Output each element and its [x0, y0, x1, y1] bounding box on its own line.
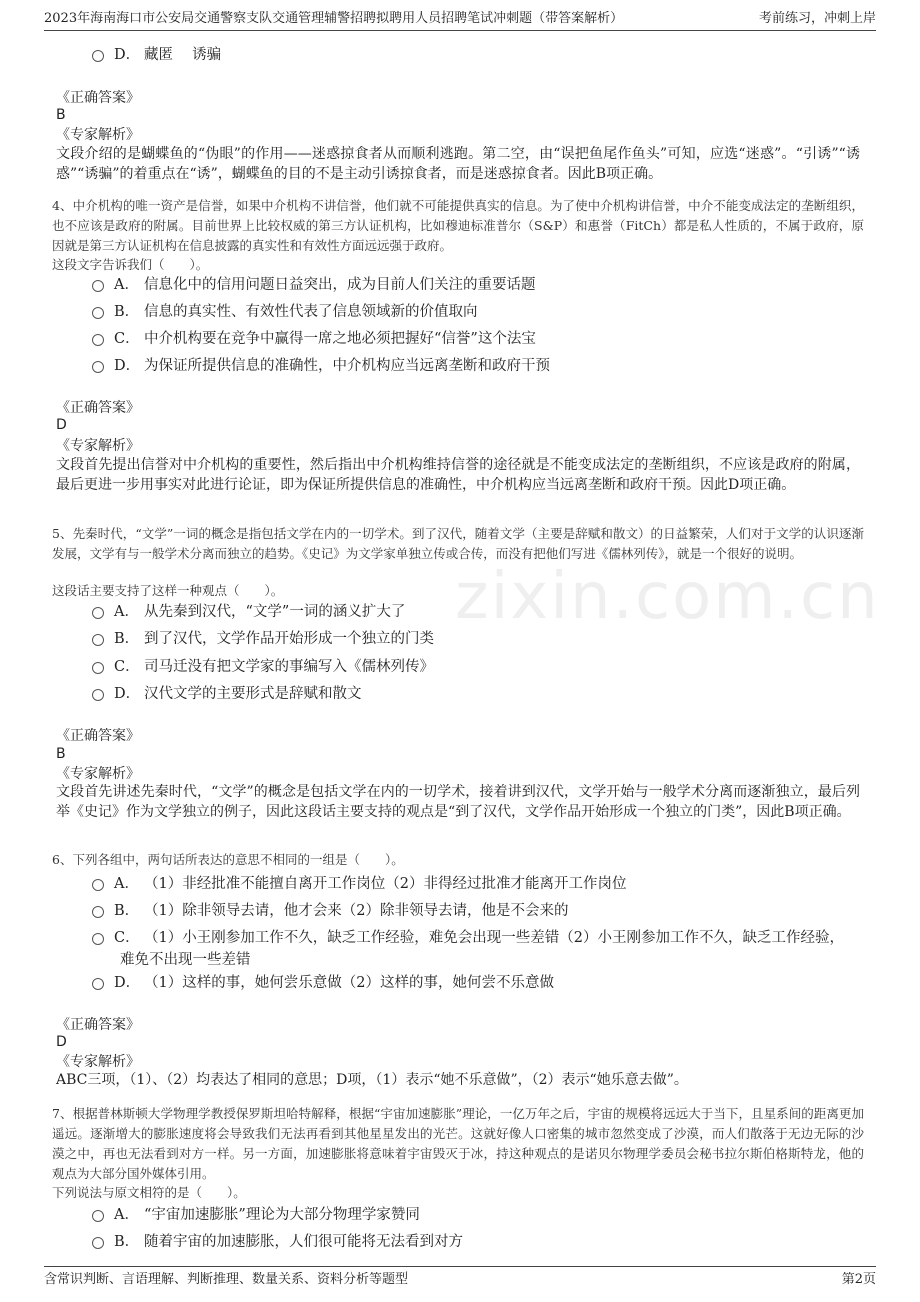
option-key: A． [114, 876, 139, 892]
watermark: zixin.com.cn [455, 560, 880, 634]
option-text: 信息化中的信用问题日益突出，成为目前人们关注的重要话题 [144, 277, 536, 293]
q7-ask: 下列说法与原文相符的是（ ）。 [52, 1185, 246, 1200]
radio-button[interactable] [92, 689, 104, 701]
option-key: B． [114, 304, 140, 320]
q6-analysis: ABC三项，（1）、（2）均表达了相同的意思；D项，（1）表示“她不乐意做”，（2）表示“她乐意去做”。 [56, 1072, 688, 1088]
q7-stem: 7、根据普林斯顿大学物理学教授保罗斯坦哈特解释，根据“宇宙加速膨胀”理论，一亿万年之后，宇宙的规模将远远大于当下，且星系间的距离更加遥远。逐渐增大的膨胀速度将会导致我们无法再看到其他星星发出的光芒。这就好像人口密集的城市忽然变成了沙漠，而人们散落于无边无际的沙漠之中，再也无法看到对方一样。另一方面，加速膨胀将意味着宇宙毁灭于冰，持这种观点的是诺贝尔物理学委员会秘书拉尔斯伯格斯特龙，他的观点为大部分国外媒体引用。 [52, 1106, 864, 1181]
page-number: 第2页 [841, 1272, 876, 1287]
option-key: A． [114, 277, 139, 293]
option-text: 为保证所提供信息的准确性，中介机构应当远离垄断和政府干预 [144, 358, 550, 374]
radio-button[interactable] [92, 280, 104, 292]
document-title: 2023年海南海口市公安局交通警察支队交通管理辅警招聘拟聘用人员招聘笔试冲刺题（带答案解析） [44, 11, 624, 26]
option-text: （1）除非领导去请，他才会来（2）除非领导去请，他是不会来的 [144, 903, 569, 919]
option-key: B． [114, 903, 140, 919]
header-slogan: 考前练习，冲刺上岸 [758, 11, 876, 26]
expert-analysis-label: 《专家解析》 [56, 1054, 140, 1070]
option-text: 司马迁没有把文学家的事编写入《儒林列传》 [144, 659, 434, 675]
q5-ask: 这段话主要支持了这样一种观点（ ）。 [52, 583, 284, 598]
expert-analysis-label: 《专家解析》 [56, 127, 140, 143]
option-text: 信息的真实性、有效性代表了信息领域新的价值取向 [144, 304, 478, 320]
option-text: 从先秦到汉代，“文学”一词的涵义扩大了 [144, 604, 406, 620]
radio-button[interactable] [92, 662, 104, 674]
q3-answer: B [56, 107, 66, 123]
correct-answer-label: 《正确答案》 [56, 400, 140, 416]
correct-answer-label: 《正确答案》 [56, 90, 140, 106]
option-text: 藏匿 诱骗 [144, 47, 222, 63]
q3-analysis: 文段介绍的是蝴蝶鱼的“伪眼”的作用——迷惑掠食者从而顺利逃跑。第二空，由“误把鱼尾作鱼头”可知，应选“迷惑”。“引诱”“诱惑”“诱骗”的着重点在“诱”，蝴蝶鱼的目的不是主动引诱掠食者，而是迷惑掠食者。因此B项正确。 [56, 146, 860, 182]
q5-analysis: 文段首先讲述先秦时代，“文学”的概念是包括文学在内的一切学术，接着讲到汉代，文学开始与一般学术分离而逐渐独立，最后列举《史记》作为文学独立的例子，因此这段话主要支持的观点是“到了汉代，文学作品开始形成一个独立的门类”，因此B项正确。 [56, 784, 860, 820]
option-text: 随着宇宙的加速膨胀，人们很可能将无法看到对方 [144, 1234, 463, 1250]
option-key: B． [114, 1234, 140, 1250]
q4-ask: 这段文字告诉我们（ ）。 [52, 257, 209, 272]
option-text: （1）这样的事，她何尝乐意做（2）这样的事，她何尝不乐意做 [144, 975, 554, 991]
expert-analysis-label: 《专家解析》 [56, 438, 140, 454]
q5-stem: 5、先秦时代，“文学”一词的概念是指包括文学在内的一切学术。到了汉代，随着文学（主要是辞赋和散文）的日益繁荣，人们对于文学的认识逐渐发展，文学有与一般学术分离而独立的趋势。《史记》为文学家单独立传或合传，而没有把他们写进《儒林列传》，就是一个很好的说明。 [52, 526, 864, 561]
radio-button[interactable] [92, 607, 104, 619]
option-key: A． [114, 604, 139, 620]
option-key: A． [114, 1207, 139, 1223]
page-footer [44, 1266, 876, 1293]
option-key: C． [114, 331, 140, 347]
expert-analysis-label: 《专家解析》 [56, 766, 140, 782]
option-key: D． [114, 975, 141, 991]
option-key: D． [114, 686, 141, 702]
radio-button[interactable] [92, 1237, 104, 1249]
q4-stem: 4、中介机构的唯一资产是信誉，如果中介机构不讲信誉，他们就不可能提供真实的信息。为了使中介机构讲信誉，中介不能变成法定的垄断组织，也不应该是政府的附属。目前世界上比较权威的第三方认证机构，比如穆迪标准普尔（S&P）和惠誉（FitCh）都是私人性质的，不属于政府，原因就是第三方认证机构在信息披露的真实性和有效性方面远远强于政府。 [52, 198, 864, 253]
option-text: （1）非经批准不能擅自离开工作岗位（2）非得经过批准才能离开工作岗位 [144, 876, 627, 892]
q6-answer: D [56, 1034, 67, 1050]
radio-button[interactable] [92, 879, 104, 891]
radio-button[interactable] [92, 906, 104, 918]
radio-button[interactable] [92, 307, 104, 319]
option-text: 汉代文学的主要形式是辞赋和散文 [144, 686, 362, 702]
correct-answer-label: 《正确答案》 [56, 728, 140, 744]
option-key: C． [114, 930, 140, 946]
q5-answer: B [56, 746, 66, 762]
option-key: D． [114, 47, 141, 63]
radio-button[interactable] [92, 1210, 104, 1222]
radio-button[interactable] [92, 978, 104, 990]
q4-answer: D [56, 417, 67, 433]
radio-button[interactable] [92, 933, 104, 945]
correct-answer-label: 《正确答案》 [56, 1017, 140, 1033]
option-text: （1）小王刚参加工作不久，缺乏工作经验，难免会出现一些差错（2）小王刚参加工作不久，缺乏工作经验， [144, 930, 844, 946]
q6-option-c-continued: 难免不出现一些差错 [120, 952, 251, 968]
radio-button[interactable] [92, 361, 104, 373]
option-key: B． [114, 631, 140, 647]
q6-stem: 6、下列各组中，两句话所表达的意思不相同的一组是（ ）。 [52, 852, 404, 867]
option-text: “宇宙加速膨胀”理论为大部分物理学家赞同 [144, 1207, 420, 1223]
option-text: 到了汉代，文学作品开始形成一个独立的门类 [144, 631, 434, 647]
radio-button[interactable] [92, 634, 104, 646]
q4-analysis: 文段首先提出信誉对中介机构的重要性，然后指出中介机构维持信誉的途径就是不能变成法定的垄断组织，不应该是政府的附属，最后更进一步用事实对此进行论证，即为保证所提供信息的准确性，中介机构应当远离垄断和政府干预。因此D项正确。 [56, 457, 860, 493]
radio-button[interactable] [92, 50, 104, 62]
option-key: C． [114, 659, 140, 675]
radio-button[interactable] [92, 334, 104, 346]
option-text: 中介机构要在竞争中赢得一席之地必须把握好“信誉”这个法宝 [144, 331, 536, 347]
footer-topics: 含常识判断、言语理解、判断推理、数量关系、资料分析等题型 [44, 1272, 409, 1287]
option-key: D． [114, 358, 141, 374]
